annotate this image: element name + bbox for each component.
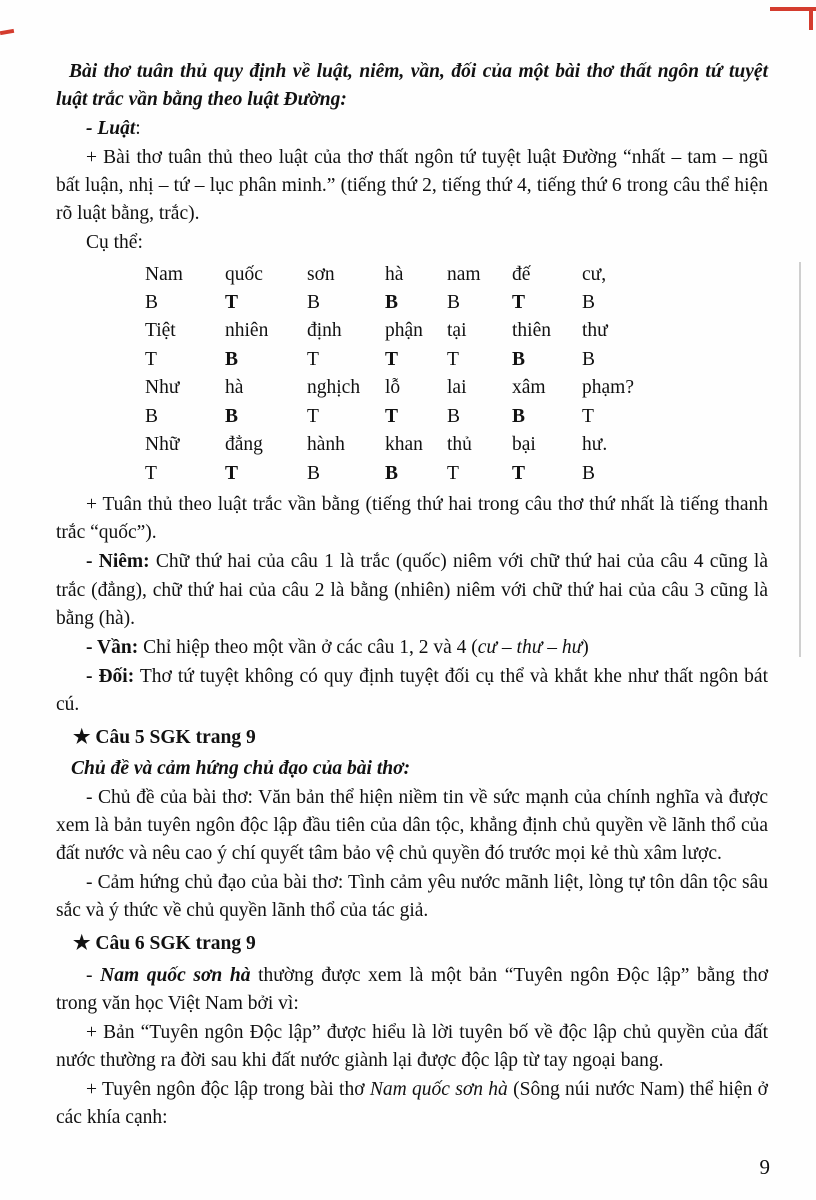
paragraph xyxy=(56,1019,768,1075)
tone-letter: T xyxy=(225,462,239,484)
tone-letter: T xyxy=(512,462,526,484)
paragraph xyxy=(56,58,768,114)
red-tick-mark-top-left xyxy=(0,29,14,35)
red-crop-mark-top-right-vertical xyxy=(809,7,813,30)
tone-letter: B xyxy=(582,292,596,314)
section-heading xyxy=(56,930,768,958)
paragraph xyxy=(56,869,768,925)
poem-word: Nam xyxy=(145,263,183,285)
tone-letter: T xyxy=(307,405,319,427)
poem-word: Như xyxy=(145,377,180,399)
tone-letter: B xyxy=(225,405,239,427)
tone-letter: B xyxy=(512,405,526,427)
poem-word: hà xyxy=(225,377,244,399)
paragraph xyxy=(56,634,768,662)
tone-letter: T xyxy=(447,462,459,484)
poem-word: phận xyxy=(385,320,423,342)
tone-letter: T xyxy=(582,405,594,427)
tone-letter: T xyxy=(145,348,157,370)
tone-letter: B xyxy=(512,348,526,370)
poem-tone-table xyxy=(145,261,768,489)
section-heading xyxy=(56,724,768,752)
poem-word: thủ xyxy=(447,434,472,456)
text-segment: thường được xem là một bản “Tuyên ngôn Độc lập” bằng thơ trong văn học Việt Nam bởi vì: xyxy=(56,964,769,1014)
text-segment: cư – thư – hư xyxy=(477,636,583,658)
text-segment: Nam quốc sơn hà xyxy=(369,1078,508,1100)
tone-letter: T xyxy=(145,462,157,484)
paragraph xyxy=(56,229,768,257)
text-segment: - Vần: xyxy=(86,636,139,658)
text-segment: - Niêm: xyxy=(86,551,150,573)
tone-letter: B xyxy=(582,462,596,484)
text-segment: Thơ tứ tuyệt không có quy định tuyệt đối cụ thể và khắt khe như thất ngôn bát cú. xyxy=(56,665,768,715)
tone-letter: B xyxy=(447,405,461,427)
text-segment: Nam quốc sơn hà xyxy=(100,964,251,986)
poem-word: đế xyxy=(512,263,531,285)
text-segment: - Luật xyxy=(86,118,136,140)
poem-word: thiên xyxy=(512,320,551,342)
poem-word: hà xyxy=(385,263,404,285)
text-segment: - xyxy=(86,964,101,986)
poem-word: khan xyxy=(385,434,423,456)
paragraph xyxy=(56,663,768,719)
tone-letter: T xyxy=(447,348,459,370)
poem-word: sơn xyxy=(307,263,335,285)
poem-word: nghịch xyxy=(307,377,361,399)
poem-word: Tiệt xyxy=(145,320,176,342)
tone-letter: T xyxy=(512,292,526,314)
paragraph xyxy=(56,491,768,547)
text-segment: + Bản “Tuyên ngôn Độc lập” được hiểu là lời tuyên bố về độc lập chủ quyền của đất nước thường ra đời sau khi đất nước giành lại được độc lập từ tay ngoại bang. xyxy=(56,1021,768,1071)
tone-letter: B xyxy=(307,462,321,484)
poem-word: hư. xyxy=(582,434,608,456)
poem-word: thư xyxy=(582,320,608,342)
poem-word: lỗ xyxy=(385,377,401,399)
tone-letter: B xyxy=(225,348,239,370)
poem-word: hành xyxy=(307,434,345,456)
text-segment: + Tuyên ngôn độc lập trong bài thơ xyxy=(86,1078,370,1100)
poem-word: đẳng xyxy=(225,434,263,456)
text-segment: Chủ đề và cảm hứng chủ đạo của bài thơ: xyxy=(71,758,411,779)
tone-letter: B xyxy=(145,292,159,314)
poem-word: nam xyxy=(447,263,481,285)
scan-artifact-line xyxy=(799,262,801,657)
poem-word: tại xyxy=(447,320,467,342)
text-segment: : xyxy=(135,118,141,140)
document-body xyxy=(56,58,768,1133)
tone-letter: T xyxy=(385,405,399,427)
text-segment: + Tuân thủ theo luật trắc vần bằng (tiếng thứ hai trong câu thơ thứ nhất là tiếng thanh trắc “quốc”). xyxy=(56,494,768,544)
text-segment: - Cảm hứng chủ đạo của bài thơ: Tình cảm yêu nước mãnh liệt, lòng tự tôn dân tộc sâu sắc và ý thức về chủ quyền lãnh thổ của tác giả. xyxy=(56,872,768,922)
text-segment: ★ Câu 6 SGK trang 9 xyxy=(73,933,256,955)
paragraph xyxy=(56,755,768,783)
paragraph xyxy=(56,962,768,1018)
text-segment: Bài thơ tuân thủ quy định về luật, niêm, vần, đối của một bài thơ thất ngôn tứ tuyệt luật trắc vần bằng theo luật Đường: xyxy=(56,61,768,111)
poem-word: Nhữ xyxy=(145,434,180,456)
tone-letter: B xyxy=(145,405,159,427)
text-segment: Chữ thứ hai của câu 1 là trắc (quốc) niêm với chữ thứ hai của câu 4 cũng là trắc (đẳng), chữ thứ hai của câu 2 là bằng (nhiên) niêm với chữ thứ hai của câu 3 cũng là bằng (hà). xyxy=(56,551,769,629)
poem-word: quốc xyxy=(225,263,263,285)
text-segment: Cụ thể: xyxy=(86,232,143,254)
tone-letter: T xyxy=(385,348,399,370)
page-number: 9 xyxy=(759,1155,770,1179)
text-segment: + Bài thơ tuân thủ theo luật của thơ thất ngôn tứ tuyệt luật Đường “nhất – tam – ngũ bất luận, nhị – tứ – lục phân minh.” (tiếng thứ 2, tiếng thứ 4, tiếng thứ 6 trong câu thể hiện rõ luật bằng, trắc). xyxy=(56,147,768,225)
text-segment: - Chủ đề của bài thơ: Văn bản thể hiện niềm tin về sức mạnh của chính nghĩa và được xem là bản tuyên ngôn độc lập đầu tiên của dân tộc, khẳng định chủ quyền về lãnh thổ của đất nước và nêu cao ý chí quyết tâm bảo vệ chủ quyền đó trước mọi kẻ thù xâm lược. xyxy=(56,787,768,865)
tone-letter: B xyxy=(385,462,399,484)
poem-word: xâm xyxy=(512,377,546,399)
text-segment: (Sông núi nước Nam) thể hiện ở các khía cạnh: xyxy=(56,1078,768,1128)
text-segment: Chỉ hiệp theo một vần ở các câu 1, 2 và 4 ( xyxy=(138,636,478,658)
paragraph xyxy=(56,784,768,868)
tone-letter: T xyxy=(307,348,319,370)
tone-letter: T xyxy=(225,292,239,314)
poem-word: bại xyxy=(512,434,536,456)
poem-word: phạm? xyxy=(582,377,634,399)
paragraph xyxy=(56,144,768,228)
tone-letter: B xyxy=(582,348,596,370)
text-segment: ★ Câu 5 SGK trang 9 xyxy=(73,726,256,748)
paragraph xyxy=(56,548,768,632)
paragraph xyxy=(56,1076,768,1132)
tone-letter: B xyxy=(447,292,461,314)
poem-word: cư, xyxy=(582,263,607,285)
poem-word: lai xyxy=(447,377,467,399)
text-segment: ) xyxy=(582,636,589,658)
tone-letter: B xyxy=(307,292,321,314)
tone-letter: B xyxy=(385,292,399,314)
poem-word: nhiên xyxy=(225,320,269,342)
paragraph xyxy=(56,115,768,143)
text-segment: - Đối: xyxy=(86,665,135,687)
poem-word: định xyxy=(307,320,342,342)
